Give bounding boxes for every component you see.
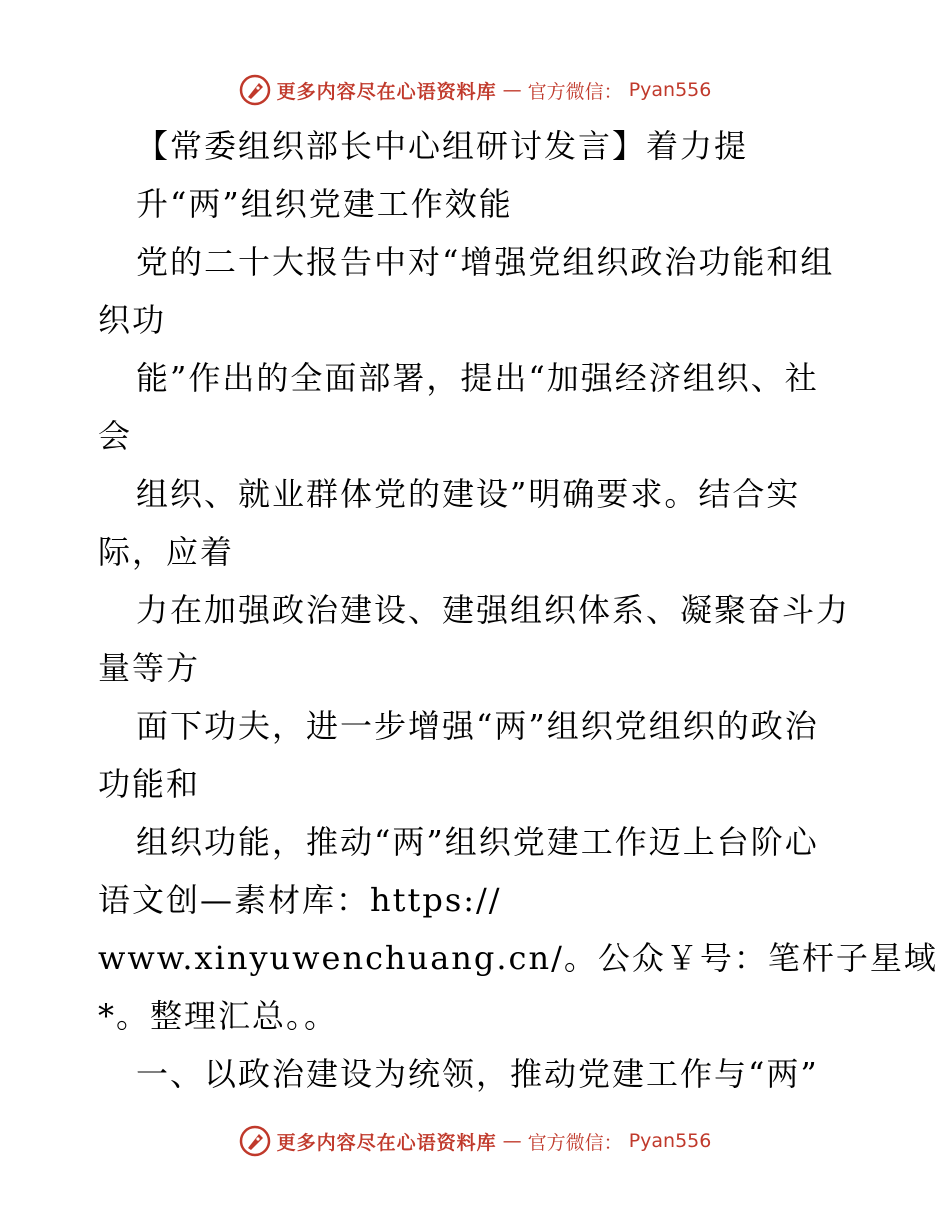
paragraph-line: www.xinyuwenchuang.cn/。公众￥号：笔杆子星域 xyxy=(98,939,938,977)
watermark-contact-id: Pyan556 xyxy=(628,79,712,101)
paragraph-line: 际，应着 xyxy=(98,533,235,571)
paragraph-line: 力在加强政治建设、建强组织体系、凝聚奋斗力 xyxy=(136,591,851,629)
title-line-1: 【常委组织部长中心组研讨发言】着力提 xyxy=(136,127,749,165)
paragraph-line: 语文创—素材库：https:// xyxy=(98,881,502,919)
watermark-separator: — xyxy=(502,1130,522,1152)
paragraph-line: 会 xyxy=(98,417,133,455)
watermark-contact-label: 官方微信： xyxy=(527,1131,623,1154)
title-line-2: 升“两”组织党建工作效能 xyxy=(136,185,513,223)
header-watermark xyxy=(0,70,950,110)
paragraph-line: 党的二十大报告中对“增强党组织政治功能和组 xyxy=(136,243,835,281)
watermark-separator: — xyxy=(502,79,522,101)
paragraph-line: 面下功夫，进一步增强“两”组织党组织的政治 xyxy=(136,707,819,745)
section-heading-line: 一、以政治建设为统领，推动党建工作与“两” xyxy=(136,1055,819,1093)
paragraph-line: 能”作出的全面部署，提出“加强经济组织、社 xyxy=(136,359,819,397)
paragraph-line: 组织、就业群体党的建设”明确要求。结合实 xyxy=(136,475,801,513)
paragraph-line: 织功 xyxy=(98,301,167,339)
paragraph-line: 功能和 xyxy=(98,765,201,803)
pen-nib-icon xyxy=(239,74,271,106)
watermark-contact-label: 官方微信： xyxy=(527,80,623,103)
watermark-contact-id: Pyan556 xyxy=(628,1130,712,1152)
paragraph-line: 量等方 xyxy=(98,649,201,687)
footer-watermark xyxy=(0,1121,950,1161)
watermark-text: 更多内容尽在心语资料库 xyxy=(276,1131,497,1154)
pen-nib-icon xyxy=(239,1125,271,1157)
watermark-text: 更多内容尽在心语资料库 xyxy=(276,80,497,103)
paragraph-line: 组织功能，推动“两”组织党建工作迈上台阶心 xyxy=(136,823,819,861)
paragraph-line: *。整理汇总。。 xyxy=(98,997,339,1035)
